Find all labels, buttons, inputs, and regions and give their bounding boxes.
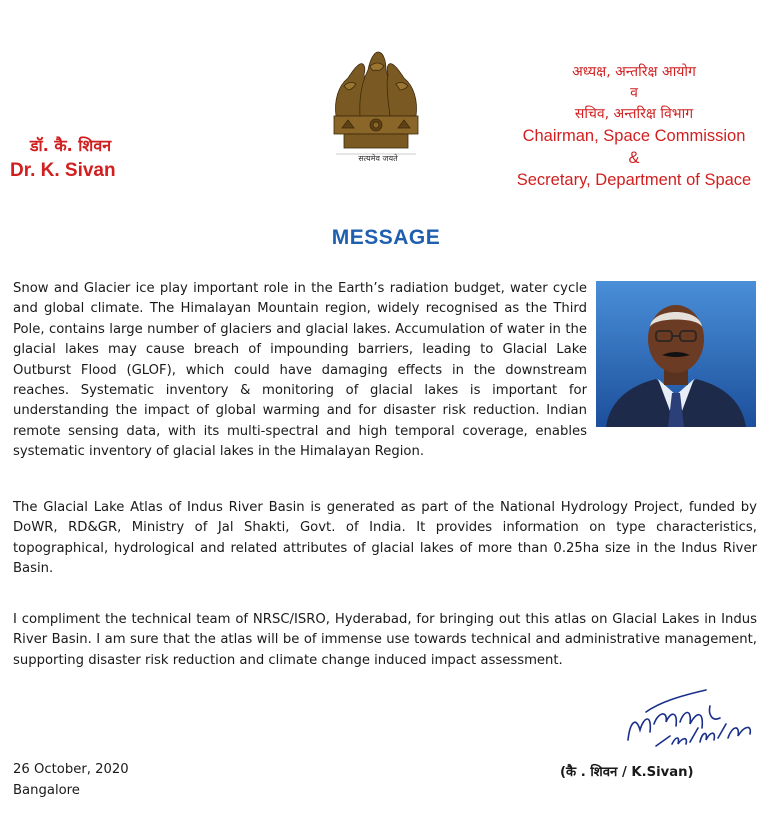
designation-hindi-line2: व [630, 85, 638, 101]
message-place: Bangalore [13, 783, 80, 798]
designation-english-line1: Chairman, Space Commission [522, 127, 746, 145]
designation-english-line3: Secretary, Department of Space [516, 171, 752, 189]
paragraph-1-text: Snow and Glacier ice play important role in the Earth’s radiation budget, water cycle and global climate. The Himalayan Mountain region, widely recognised as the Third Pole, contains large number of glaciers and glacial lakes. Accumulation of water in the glacial lakes may cause breach of impounding barriers, leading to Glacial Lake Outburst Flood (GLOF), which could have damaging effects in the downstream reaches. Systematic inventory & monitoring of glacial lakes is important for understanding the impact of global warming and for disaster risk reduction. Indian remote sensing data, with its multi-spectral and high temporal coverage, enables systematic inventory of glacial lakes in the Himalayan Region. [13, 281, 587, 460]
designation-hindi-line1: अध्यक्ष, अन्तरिक्ष आयोग [572, 64, 696, 80]
designation-hindi-line3: सचिव, अन्तरिक्ष विभाग [574, 106, 694, 122]
designation-block [500, 62, 768, 191]
name-english: Dr. K. Sivan [10, 160, 116, 181]
signatory-name [560, 762, 694, 780]
message-paragraph-1 [13, 279, 757, 463]
national-emblem-icon [326, 46, 426, 168]
emblem-motto: सत्यमेव जयते [358, 154, 398, 163]
name-hindi: डॉ. कै. शिवन [30, 136, 112, 155]
page-title: MESSAGE [331, 226, 441, 249]
signatory-name-hindi: (कै . शिवन / [560, 765, 632, 780]
message-paragraph-2: The Glacial Lake Atlas of Indus River Basin is generated as part of the National Hydrology Project, funded by DoWR, RD&GR, Ministry of Jal Shakti, Govt. of India. It provides information on type characteristics, topographical, hydrological and related attributes of glacial lakes of more than 0.25ha size in the Indus River Basin. [13, 500, 757, 577]
message-date: 26 October, 2020 [13, 762, 129, 777]
message-paragraph-3: I compliment the technical team of NRSC/ISRO, Hyderabad, for bringing out this atlas on Glacial Lakes in Indus River Basin. I am sure that the atlas will be of immense use towards technical and administrative management, supporting disaster risk reduction and climate change induced impact assessment. [13, 612, 757, 668]
signatory-name-english: K.Sivan) [631, 765, 694, 780]
designation-english-line2: & [628, 149, 640, 167]
handwritten-signature [610, 682, 760, 752]
